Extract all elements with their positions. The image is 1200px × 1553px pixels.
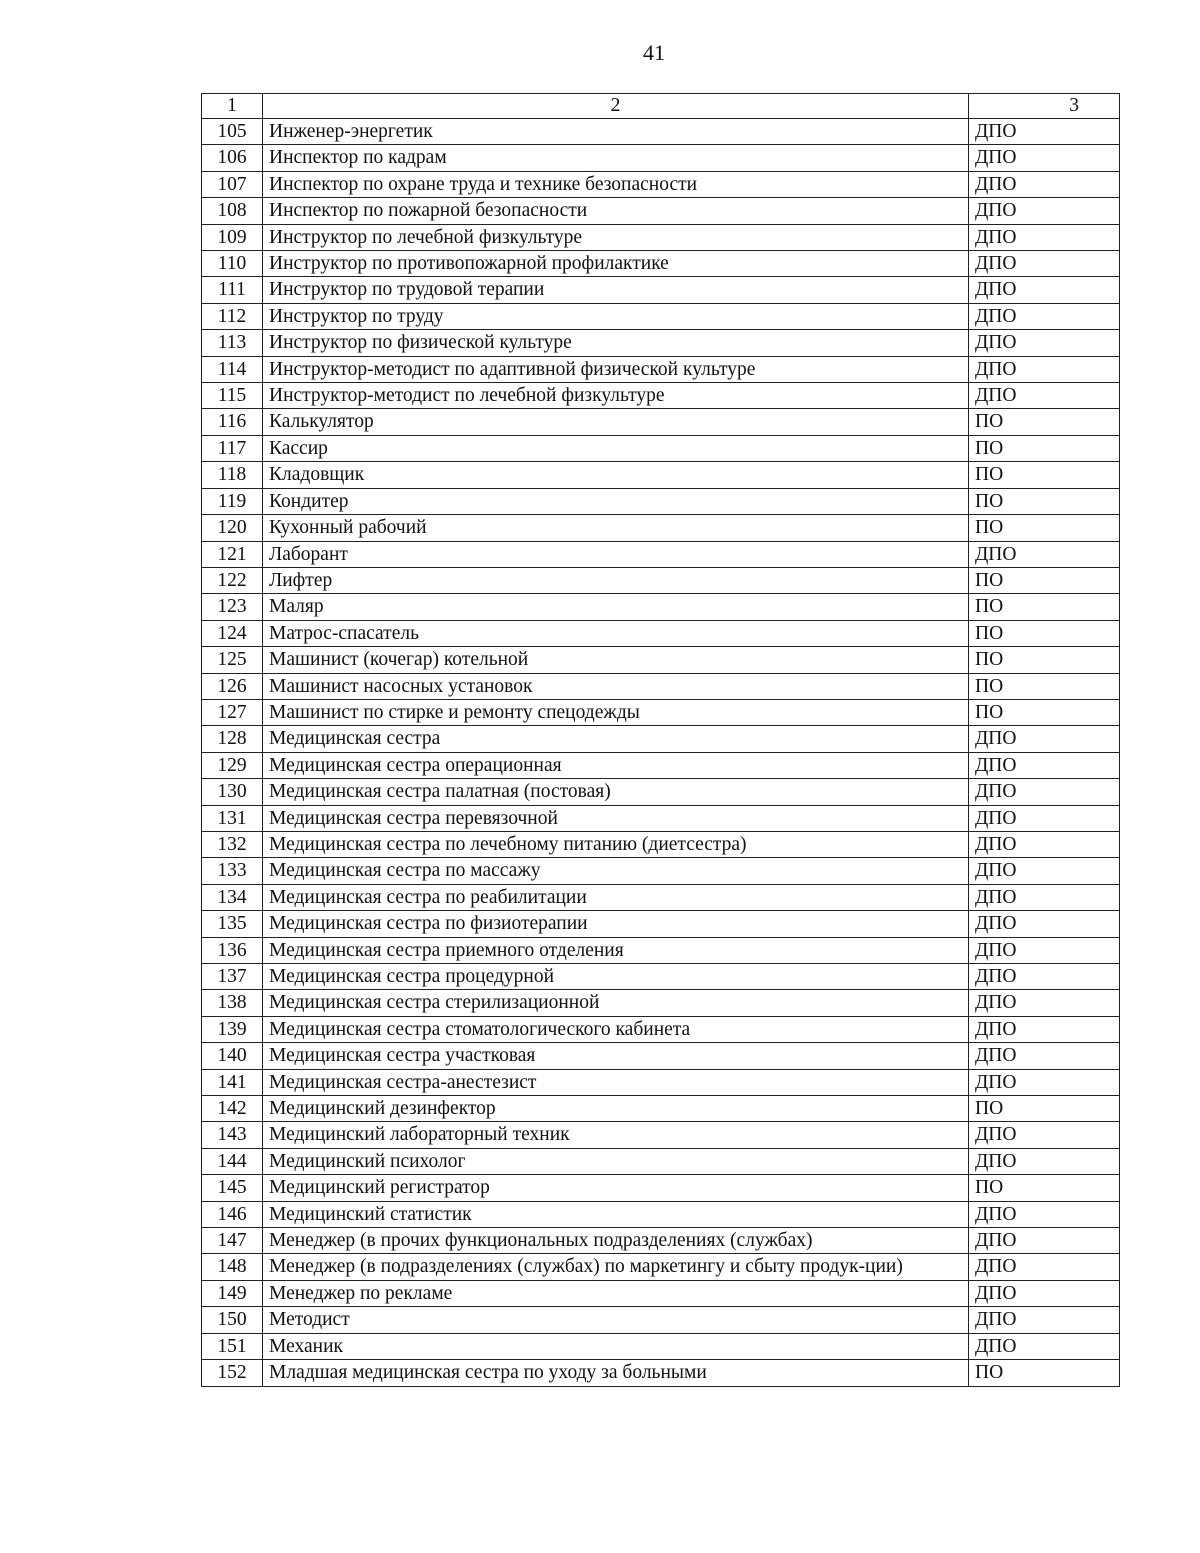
row-education-type: ДПО (969, 198, 1120, 224)
table-row (202, 1228, 1120, 1254)
row-position-name: Медицинская сестра перевязочной (263, 805, 969, 831)
row-position-name: Инструктор-методист по лечебной физкультуре (263, 383, 969, 409)
row-education-type: ДПО (969, 383, 1120, 409)
table-header-row (202, 94, 1120, 119)
row-education-type: ДПО (969, 171, 1120, 197)
row-position-name: Менеджер (в прочих функциональных подразделениях (службах) (263, 1228, 969, 1254)
row-position-name: Менеджер (в подразделениях (службах) по маркетингу и сбыту продук-ции) (263, 1254, 969, 1280)
row-number: 123 (202, 594, 263, 620)
row-position-name: Медицинский дезинфектор (263, 1096, 969, 1122)
table-row (202, 1069, 1120, 1095)
row-number: 108 (202, 198, 263, 224)
row-number: 127 (202, 699, 263, 725)
row-education-type: ДПО (969, 1228, 1120, 1254)
row-education-type: ДПО (969, 1254, 1120, 1280)
row-education-type: ДПО (969, 726, 1120, 752)
row-position-name: Медицинская сестра процедурной (263, 964, 969, 990)
table-row (202, 251, 1120, 277)
row-number: 152 (202, 1360, 263, 1386)
table-row (202, 119, 1120, 145)
row-education-type: ДПО (969, 224, 1120, 250)
row-number: 122 (202, 567, 263, 593)
row-number: 140 (202, 1043, 263, 1069)
row-position-name: Медицинская сестра по физиотерапии (263, 911, 969, 937)
table-row (202, 937, 1120, 963)
row-education-type: ПО (969, 699, 1120, 725)
header-col-2: 2 (263, 94, 969, 119)
row-number: 148 (202, 1254, 263, 1280)
row-education-type: ДПО (969, 805, 1120, 831)
row-number: 129 (202, 752, 263, 778)
row-education-type: ДПО (969, 1333, 1120, 1359)
row-number: 142 (202, 1096, 263, 1122)
row-number: 151 (202, 1333, 263, 1359)
row-position-name: Инструктор по лечебной физкультуре (263, 224, 969, 250)
row-position-name: Инспектор по кадрам (263, 145, 969, 171)
row-number: 141 (202, 1069, 263, 1095)
row-education-type: ДПО (969, 1201, 1120, 1227)
row-number: 120 (202, 515, 263, 541)
row-number: 117 (202, 435, 263, 461)
row-education-type: ДПО (969, 1307, 1120, 1333)
row-education-type: ПО (969, 1360, 1120, 1386)
row-position-name: Машинист (кочегар) котельной (263, 647, 969, 673)
row-position-name: Медицинская сестра (263, 726, 969, 752)
row-education-type: ДПО (969, 858, 1120, 884)
row-education-type: ПО (969, 462, 1120, 488)
row-number: 111 (202, 277, 263, 303)
row-number: 124 (202, 620, 263, 646)
table-row (202, 858, 1120, 884)
row-position-name: Медицинский психолог (263, 1148, 969, 1174)
row-number: 135 (202, 911, 263, 937)
row-position-name: Медицинская сестра по реабилитации (263, 884, 969, 910)
row-number: 145 (202, 1175, 263, 1201)
table-row (202, 594, 1120, 620)
table-row (202, 699, 1120, 725)
row-education-type: ДПО (969, 303, 1120, 329)
table-row (202, 198, 1120, 224)
row-education-type: ДПО (969, 1016, 1120, 1042)
row-education-type: ПО (969, 1096, 1120, 1122)
header-col-3: 3 (969, 94, 1120, 119)
row-number: 106 (202, 145, 263, 171)
row-position-name: Инструктор по противопожарной профилактике (263, 251, 969, 277)
row-number: 125 (202, 647, 263, 673)
table-row (202, 356, 1120, 382)
row-position-name: Кондитер (263, 488, 969, 514)
table-row (202, 779, 1120, 805)
positions-table (201, 93, 1120, 1387)
row-number: 132 (202, 831, 263, 857)
row-education-type: ПО (969, 620, 1120, 646)
row-position-name: Маляр (263, 594, 969, 620)
row-number: 118 (202, 462, 263, 488)
row-number: 131 (202, 805, 263, 831)
table-row (202, 567, 1120, 593)
row-education-type: ПО (969, 488, 1120, 514)
table-row (202, 831, 1120, 857)
row-position-name: Лаборант (263, 541, 969, 567)
row-position-name: Калькулятор (263, 409, 969, 435)
row-number: 126 (202, 673, 263, 699)
table-row (202, 1307, 1120, 1333)
row-number: 150 (202, 1307, 263, 1333)
row-position-name: Медицинский статистик (263, 1201, 969, 1227)
table-row (202, 1122, 1120, 1148)
table-row (202, 1254, 1120, 1280)
row-number: 149 (202, 1280, 263, 1306)
row-education-type: ПО (969, 1175, 1120, 1201)
table-row (202, 145, 1120, 171)
row-position-name: Инспектор по пожарной безопасности (263, 198, 969, 224)
row-position-name: Младшая медицинская сестра по уходу за больными (263, 1360, 969, 1386)
row-number: 119 (202, 488, 263, 514)
table-row (202, 488, 1120, 514)
row-number: 147 (202, 1228, 263, 1254)
table-row (202, 805, 1120, 831)
row-position-name: Механик (263, 1333, 969, 1359)
row-number: 121 (202, 541, 263, 567)
row-number: 112 (202, 303, 263, 329)
row-education-type: ПО (969, 647, 1120, 673)
row-position-name: Медицинский лабораторный техник (263, 1122, 969, 1148)
table-row (202, 1333, 1120, 1359)
row-position-name: Медицинская сестра палатная (постовая) (263, 779, 969, 805)
row-education-type: ДПО (969, 541, 1120, 567)
table-row (202, 1280, 1120, 1306)
row-education-type: ДПО (969, 779, 1120, 805)
table-row (202, 1360, 1120, 1386)
table-row (202, 435, 1120, 461)
row-education-type: ДПО (969, 937, 1120, 963)
table-row (202, 462, 1120, 488)
row-position-name: Машинист по стирке и ремонту спецодежды (263, 699, 969, 725)
row-position-name: Кладовщик (263, 462, 969, 488)
table-row (202, 1201, 1120, 1227)
table-row (202, 171, 1120, 197)
row-education-type: ПО (969, 594, 1120, 620)
table-row (202, 647, 1120, 673)
row-number: 128 (202, 726, 263, 752)
table-row (202, 990, 1120, 1016)
row-education-type: ДПО (969, 119, 1120, 145)
row-position-name: Медицинская сестра стоматологического кабинета (263, 1016, 969, 1042)
row-number: 107 (202, 171, 263, 197)
row-position-name: Менеджер по рекламе (263, 1280, 969, 1306)
row-position-name: Лифтер (263, 567, 969, 593)
row-number: 133 (202, 858, 263, 884)
row-education-type: ДПО (969, 1148, 1120, 1174)
table-row (202, 224, 1120, 250)
row-education-type: ДПО (969, 831, 1120, 857)
row-education-type: ДПО (969, 990, 1120, 1016)
row-position-name: Инспектор по охране труда и технике безопасности (263, 171, 969, 197)
row-number: 116 (202, 409, 263, 435)
table-row (202, 277, 1120, 303)
table-row (202, 383, 1120, 409)
row-position-name: Методист (263, 1307, 969, 1333)
row-number: 113 (202, 330, 263, 356)
row-position-name: Машинист насосных установок (263, 673, 969, 699)
row-position-name: Кухонный рабочий (263, 515, 969, 541)
row-education-type: ПО (969, 435, 1120, 461)
row-education-type: ПО (969, 673, 1120, 699)
table-row (202, 330, 1120, 356)
row-number: 144 (202, 1148, 263, 1174)
table-row (202, 1016, 1120, 1042)
row-education-type: ПО (969, 515, 1120, 541)
row-position-name: Медицинская сестра стерилизационной (263, 990, 969, 1016)
row-position-name: Матрос-спасатель (263, 620, 969, 646)
row-number: 130 (202, 779, 263, 805)
row-position-name: Инструктор по трудовой терапии (263, 277, 969, 303)
row-position-name: Кассир (263, 435, 969, 461)
row-education-type: ДПО (969, 330, 1120, 356)
table-row (202, 620, 1120, 646)
row-number: 114 (202, 356, 263, 382)
row-education-type: ДПО (969, 884, 1120, 910)
row-position-name: Медицинская сестра-анестезист (263, 1069, 969, 1095)
row-number: 136 (202, 937, 263, 963)
table-row (202, 752, 1120, 778)
row-education-type: ДПО (969, 356, 1120, 382)
row-education-type: ДПО (969, 964, 1120, 990)
row-education-type: ДПО (969, 145, 1120, 171)
table-row (202, 1043, 1120, 1069)
table-row (202, 541, 1120, 567)
row-position-name: Медицинская сестра участковая (263, 1043, 969, 1069)
table-row (202, 1096, 1120, 1122)
row-position-name: Медицинский регистратор (263, 1175, 969, 1201)
row-education-type: ДПО (969, 1069, 1120, 1095)
row-number: 137 (202, 964, 263, 990)
row-education-type: ДПО (969, 1122, 1120, 1148)
table-row (202, 726, 1120, 752)
page-number: 41 (643, 40, 665, 65)
table-row (202, 884, 1120, 910)
row-position-name: Инструктор по труду (263, 303, 969, 329)
row-number: 105 (202, 119, 263, 145)
table-row (202, 673, 1120, 699)
row-position-name: Медицинская сестра по массажу (263, 858, 969, 884)
row-number: 134 (202, 884, 263, 910)
row-education-type: ДПО (969, 911, 1120, 937)
table-row (202, 1175, 1120, 1201)
row-education-type: ДПО (969, 1280, 1120, 1306)
table-row (202, 1148, 1120, 1174)
table-row (202, 515, 1120, 541)
row-education-type: ДПО (969, 752, 1120, 778)
row-position-name: Медицинская сестра операционная (263, 752, 969, 778)
row-number: 138 (202, 990, 263, 1016)
row-number: 146 (202, 1201, 263, 1227)
row-position-name: Медицинская сестра по лечебному питанию (диетсестра) (263, 831, 969, 857)
row-number: 143 (202, 1122, 263, 1148)
row-position-name: Инструктор-методист по адаптивной физической культуре (263, 356, 969, 382)
row-education-type: ДПО (969, 251, 1120, 277)
row-education-type: ПО (969, 409, 1120, 435)
table-row (202, 409, 1120, 435)
table-row (202, 964, 1120, 990)
row-education-type: ДПО (969, 277, 1120, 303)
row-position-name: Медицинская сестра приемного отделения (263, 937, 969, 963)
row-number: 110 (202, 251, 263, 277)
row-number: 115 (202, 383, 263, 409)
header-col-1: 1 (202, 94, 263, 119)
table-row (202, 303, 1120, 329)
row-number: 139 (202, 1016, 263, 1042)
row-education-type: ПО (969, 567, 1120, 593)
row-position-name: Инструктор по физической культуре (263, 330, 969, 356)
row-education-type: ДПО (969, 1043, 1120, 1069)
row-position-name: Инженер-энергетик (263, 119, 969, 145)
row-number: 109 (202, 224, 263, 250)
table-row (202, 911, 1120, 937)
